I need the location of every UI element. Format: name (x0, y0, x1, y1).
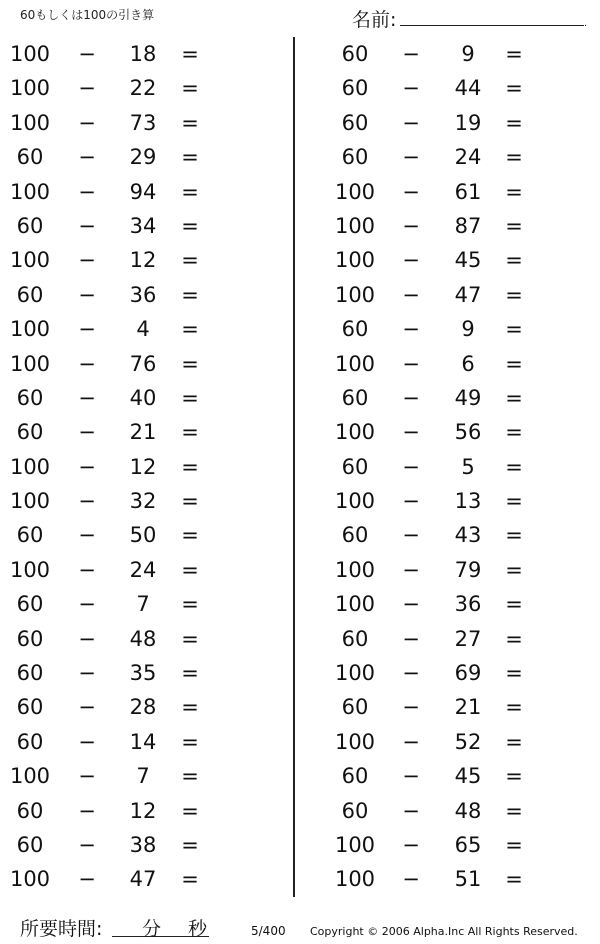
minus-sign: − (78, 557, 96, 582)
problem-row (0, 622, 293, 656)
minus-sign: − (78, 661, 96, 686)
minus-sign: − (402, 592, 420, 617)
minuend: 60 (16, 213, 44, 238)
minuend: 100 (9, 351, 51, 376)
equals-sign: = (181, 420, 199, 445)
subtrahend: 48 (129, 626, 157, 651)
minus-sign: − (402, 385, 420, 410)
minuend: 60 (16, 592, 44, 617)
minuend: 100 (334, 592, 376, 617)
problem-row (0, 209, 293, 243)
minuend: 100 (9, 489, 51, 514)
seconds-label: 秒 (188, 918, 208, 940)
minus-sign: − (402, 351, 420, 376)
equals-sign: = (505, 385, 523, 410)
equals-sign: = (181, 626, 199, 651)
equals-sign: = (181, 76, 199, 101)
minuend: 60 (16, 523, 44, 548)
problem-row (0, 725, 293, 759)
subtrahend: 73 (129, 110, 157, 135)
problem-row (0, 656, 293, 690)
equals-sign: = (505, 592, 523, 617)
equals-sign: = (505, 248, 523, 273)
copyright-notice: Copyright © 2006 Alpha.Inc All Rights Reserved. (310, 925, 578, 938)
minuend: 100 (334, 661, 376, 686)
subtrahend: 28 (129, 695, 157, 720)
minuend: 100 (9, 764, 51, 789)
problem-row (0, 71, 293, 105)
subtrahend: 12 (129, 798, 157, 823)
problem-row (300, 828, 593, 862)
equals-sign: = (181, 248, 199, 273)
subtrahend: 6 (461, 351, 475, 376)
minus-sign: − (78, 695, 96, 720)
problem-row (0, 518, 293, 552)
minus-sign: − (402, 489, 420, 514)
minuend: 60 (16, 729, 44, 754)
equals-sign: = (505, 76, 523, 101)
minus-sign: − (402, 248, 420, 273)
minuend: 60 (16, 798, 44, 823)
equals-sign: = (505, 145, 523, 170)
subtrahend: 9 (461, 42, 475, 66)
minus-sign: − (78, 351, 96, 376)
minuend: 60 (341, 695, 369, 720)
problem-row (300, 518, 593, 552)
problem-row (0, 347, 293, 381)
minus-sign: − (402, 557, 420, 582)
minus-sign: − (402, 213, 420, 238)
subtrahend: 47 (129, 867, 157, 892)
problem-row (0, 140, 293, 174)
problem-row (0, 278, 293, 312)
problem-row (300, 759, 593, 793)
equals-sign: = (181, 110, 199, 135)
equals-sign: = (181, 454, 199, 479)
problem-row (300, 381, 593, 415)
problem-row (0, 828, 293, 862)
minuend: 100 (9, 76, 51, 101)
subtrahend: 5 (461, 454, 475, 479)
subtrahend: 52 (454, 729, 482, 754)
minuend: 60 (341, 385, 369, 410)
minus-sign: − (78, 729, 96, 754)
minuend: 100 (9, 557, 51, 582)
problem-row (0, 381, 293, 415)
problem-row (300, 450, 593, 484)
equals-sign: = (505, 110, 523, 135)
equals-sign: = (505, 661, 523, 686)
worksheet-title: 60もしくは100の引き算 (20, 8, 155, 22)
subtrahend: 24 (454, 145, 482, 170)
problem-row (300, 794, 593, 828)
subtrahend: 65 (454, 832, 482, 857)
minutes-label: 分 (142, 918, 162, 940)
problem-row (0, 862, 293, 896)
subtrahend: 21 (129, 420, 157, 445)
subtrahend: 69 (454, 661, 482, 686)
subtrahend: 32 (129, 489, 157, 514)
minus-sign: − (402, 695, 420, 720)
minuend: 100 (9, 317, 51, 342)
problem-row (0, 484, 293, 518)
minuend: 100 (9, 248, 51, 273)
minus-sign: − (78, 454, 96, 479)
minuend: 100 (334, 351, 376, 376)
subtrahend: 36 (454, 592, 482, 617)
minus-sign: − (78, 420, 96, 445)
subtrahend: 4 (136, 317, 150, 342)
minus-sign: − (78, 282, 96, 307)
minus-sign: − (402, 626, 420, 651)
minuend: 60 (341, 764, 369, 789)
subtrahend: 29 (129, 145, 157, 170)
equals-sign: = (181, 798, 199, 823)
equals-sign: = (505, 729, 523, 754)
minus-sign: − (402, 145, 420, 170)
subtrahend: 48 (454, 798, 482, 823)
minus-sign: − (78, 42, 96, 66)
problem-row (0, 450, 293, 484)
problem-row (0, 759, 293, 793)
subtrahend: 44 (454, 76, 482, 101)
time-taken-label: 所要時間: (20, 918, 103, 940)
equals-sign: = (181, 523, 199, 548)
subtrahend: 76 (129, 351, 157, 376)
subtrahend: 7 (136, 764, 150, 789)
problem-row (300, 37, 593, 71)
equals-sign: = (181, 385, 199, 410)
minuend: 100 (334, 420, 376, 445)
equals-sign: = (181, 661, 199, 686)
minuend: 60 (16, 661, 44, 686)
minuend: 60 (341, 76, 369, 101)
equals-sign: = (505, 523, 523, 548)
problem-row (0, 690, 293, 724)
minus-sign: − (402, 832, 420, 857)
minuend: 60 (341, 523, 369, 548)
subtrahend: 61 (454, 179, 482, 204)
minus-sign: − (402, 764, 420, 789)
subtrahend: 14 (129, 729, 157, 754)
minuend: 60 (341, 626, 369, 651)
minuend: 100 (334, 489, 376, 514)
subtrahend: 50 (129, 523, 157, 548)
minus-sign: − (78, 832, 96, 857)
equals-sign: = (505, 351, 523, 376)
equals-sign: = (181, 592, 199, 617)
minus-sign: − (78, 592, 96, 617)
minuend: 60 (16, 626, 44, 651)
equals-sign: = (181, 729, 199, 754)
minus-sign: − (78, 213, 96, 238)
minuend: 100 (334, 557, 376, 582)
minus-sign: − (78, 626, 96, 651)
minuend: 60 (16, 282, 44, 307)
equals-sign: = (181, 213, 199, 238)
minus-sign: − (78, 764, 96, 789)
minuend: 100 (334, 179, 376, 204)
equals-sign: = (505, 282, 523, 307)
problem-row (300, 484, 593, 518)
subtrahend: 18 (129, 42, 157, 66)
equals-sign: = (505, 454, 523, 479)
minus-sign: − (402, 454, 420, 479)
equals-sign: = (505, 317, 523, 342)
problem-row (300, 312, 593, 346)
problem-row (300, 347, 593, 381)
minus-sign: − (402, 42, 420, 66)
problem-row (300, 862, 593, 896)
minuend: 60 (341, 454, 369, 479)
minus-sign: − (402, 420, 420, 445)
problem-row (0, 415, 293, 449)
equals-sign: = (505, 213, 523, 238)
minus-sign: − (78, 385, 96, 410)
minuend: 100 (334, 213, 376, 238)
minus-sign: − (78, 248, 96, 273)
problem-row (300, 656, 593, 690)
minus-sign: − (78, 179, 96, 204)
minuend: 60 (341, 145, 369, 170)
subtrahend: 43 (454, 523, 482, 548)
problem-row (300, 175, 593, 209)
equals-sign: = (181, 695, 199, 720)
subtrahend: 19 (454, 110, 482, 135)
minus-sign: − (78, 867, 96, 892)
subtrahend: 9 (461, 317, 475, 342)
equals-sign: = (181, 764, 199, 789)
minuend: 60 (341, 798, 369, 823)
subtrahend: 40 (129, 385, 157, 410)
minuend: 60 (16, 832, 44, 857)
subtrahend: 45 (454, 248, 482, 273)
minuend: 100 (9, 179, 51, 204)
subtrahend: 13 (454, 489, 482, 514)
subtrahend: 22 (129, 76, 157, 101)
minus-sign: − (402, 729, 420, 754)
equals-sign: = (181, 42, 199, 66)
subtrahend: 34 (129, 213, 157, 238)
subtrahend: 24 (129, 557, 157, 582)
equals-sign: = (181, 832, 199, 857)
column-divider (293, 37, 295, 897)
problem-row (0, 312, 293, 346)
minus-sign: − (78, 798, 96, 823)
name-field-end-dot: . (584, 18, 588, 29)
minus-sign: − (402, 179, 420, 204)
problem-row (300, 71, 593, 105)
problem-row (0, 794, 293, 828)
minus-sign: − (78, 110, 96, 135)
minus-sign: − (78, 489, 96, 514)
problem-row (0, 587, 293, 621)
right-problem-column (300, 37, 593, 897)
minus-sign: − (402, 661, 420, 686)
minus-sign: − (402, 523, 420, 548)
minuend: 100 (334, 867, 376, 892)
subtrahend: 87 (454, 213, 482, 238)
equals-sign: = (505, 764, 523, 789)
equals-sign: = (505, 695, 523, 720)
minus-sign: − (402, 317, 420, 342)
minuend: 100 (9, 454, 51, 479)
minus-sign: − (402, 76, 420, 101)
problem-row (300, 415, 593, 449)
minuend: 100 (9, 867, 51, 892)
problem-row (300, 140, 593, 174)
problem-row (300, 106, 593, 140)
equals-sign: = (505, 489, 523, 514)
minuend: 100 (334, 282, 376, 307)
subtrahend: 94 (129, 179, 157, 204)
subtrahend: 49 (454, 385, 482, 410)
problem-row (0, 175, 293, 209)
minuend: 60 (341, 42, 369, 66)
minuend: 100 (334, 729, 376, 754)
subtrahend: 27 (454, 626, 482, 651)
equals-sign: = (181, 351, 199, 376)
subtrahend: 51 (454, 867, 482, 892)
problem-row (300, 278, 593, 312)
subtrahend: 79 (454, 557, 482, 582)
minuend: 60 (341, 110, 369, 135)
equals-sign: = (505, 626, 523, 651)
subtrahend: 12 (129, 248, 157, 273)
minuend: 60 (16, 145, 44, 170)
subtrahend: 35 (129, 661, 157, 686)
problem-row (300, 725, 593, 759)
equals-sign: = (181, 489, 199, 514)
minuend: 60 (16, 420, 44, 445)
equals-sign: = (181, 867, 199, 892)
minuend: 100 (9, 110, 51, 135)
minuend: 100 (334, 832, 376, 857)
subtrahend: 21 (454, 695, 482, 720)
equals-sign: = (181, 317, 199, 342)
subtrahend: 38 (129, 832, 157, 857)
name-field-line (400, 25, 584, 26)
equals-sign: = (505, 832, 523, 857)
subtrahend: 47 (454, 282, 482, 307)
equals-sign: = (505, 179, 523, 204)
minus-sign: − (402, 282, 420, 307)
minus-sign: − (402, 867, 420, 892)
problem-row (300, 209, 593, 243)
subtrahend: 36 (129, 282, 157, 307)
equals-sign: = (181, 557, 199, 582)
problem-row (300, 243, 593, 277)
subtrahend: 12 (129, 454, 157, 479)
problem-row (300, 553, 593, 587)
subtrahend: 7 (136, 592, 150, 617)
minus-sign: − (78, 317, 96, 342)
minuend: 100 (334, 248, 376, 273)
subtrahend: 45 (454, 764, 482, 789)
problem-row (0, 106, 293, 140)
minuend: 60 (16, 695, 44, 720)
problem-row (0, 553, 293, 587)
minuend: 100 (9, 42, 51, 66)
name-label: 名前: (352, 9, 397, 31)
minus-sign: − (78, 145, 96, 170)
equals-sign: = (505, 420, 523, 445)
problem-row (0, 243, 293, 277)
equals-sign: = (181, 179, 199, 204)
minus-sign: − (78, 523, 96, 548)
minus-sign: − (402, 798, 420, 823)
minuend: 60 (341, 317, 369, 342)
problem-row (300, 690, 593, 724)
minuend: 60 (16, 385, 44, 410)
problem-row (300, 587, 593, 621)
minus-sign: − (402, 110, 420, 135)
problem-row (0, 37, 293, 71)
equals-sign: = (505, 867, 523, 892)
page-number: 5/400 (251, 924, 286, 938)
left-problem-column (0, 37, 293, 897)
equals-sign: = (505, 42, 523, 66)
footer (0, 912, 600, 944)
equals-sign: = (505, 557, 523, 582)
equals-sign: = (181, 282, 199, 307)
subtrahend: 56 (454, 420, 482, 445)
equals-sign: = (181, 145, 199, 170)
minus-sign: − (78, 76, 96, 101)
equals-sign: = (505, 798, 523, 823)
problem-row (300, 622, 593, 656)
